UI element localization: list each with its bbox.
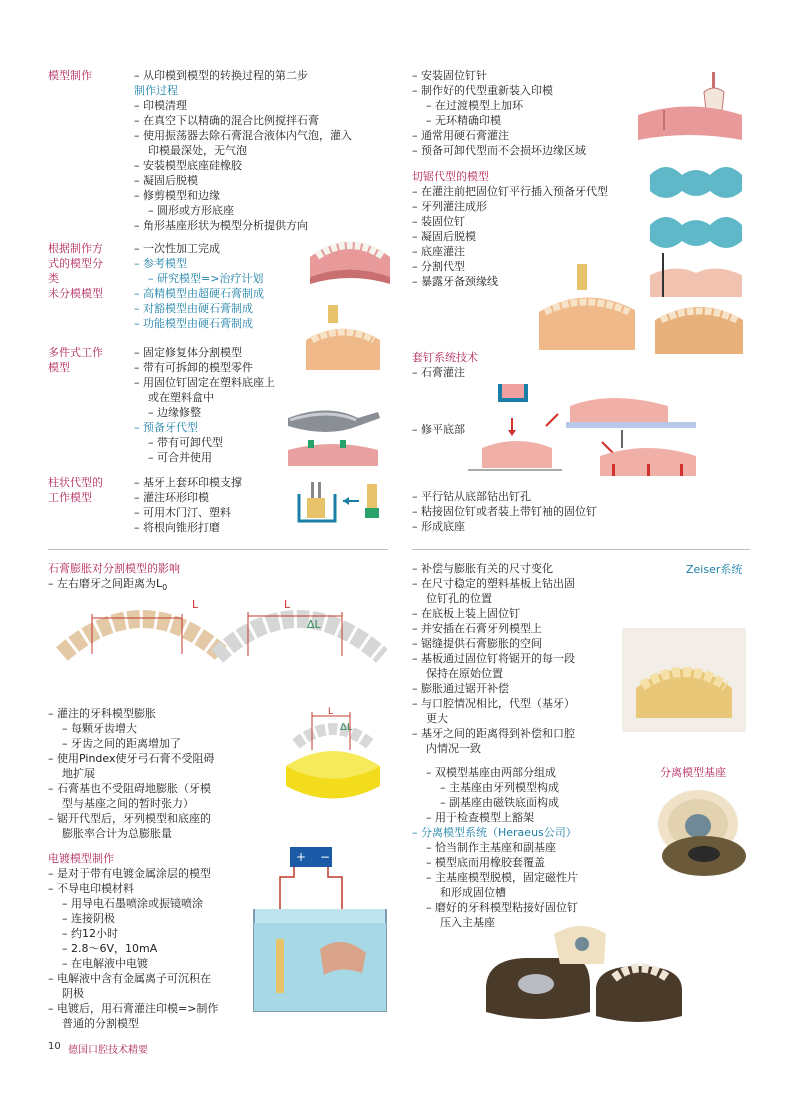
list-item: – 安装模型底座硅橡胶 [134, 159, 242, 172]
list-item: – 装固位钉 [412, 215, 465, 228]
list-item: – 用于检查模型上豁架 [426, 811, 534, 824]
label-Lx: L [328, 707, 334, 717]
list-item: 或在塑料盒中 [148, 391, 214, 404]
list-item: – 通常用硬石膏灌注 [412, 129, 509, 142]
list-item: – 修剪模型和边缘 [134, 189, 220, 202]
list-item: – 双模型基座由两部分组成 [426, 766, 556, 779]
list-item: – 在过渡模型上加环 [426, 99, 523, 112]
list-item: – 牙列灌注成形 [412, 200, 487, 213]
list-item: – 预备牙代型 [134, 421, 198, 434]
pin-lines-list [412, 68, 586, 158]
list-item: – 研究模型=>治疗计划 [148, 272, 264, 285]
list-item: – 印模清理 [134, 99, 187, 112]
list-item: 内情况一致 [426, 742, 481, 755]
list-item: – 补偿与膨胀有关的尺寸变化 [412, 562, 553, 575]
list-item: 位钉孔的位置 [426, 592, 492, 605]
list-item: – 形成底座 [412, 520, 465, 533]
electroplating-bath-diagram [250, 843, 390, 1018]
svg-text:−: − [320, 850, 331, 864]
subheading-process: 制作过程 [134, 84, 178, 97]
section-title-model-making: 模型制作 [48, 69, 92, 82]
pin-system-line2: – 修平底部 [412, 423, 465, 436]
list-item: – 在尺寸稳定的塑料基板上钻出固 [412, 577, 575, 590]
electro-list [48, 866, 218, 1031]
list-item: – 角形基座形状为模型分析提供方向 [134, 219, 308, 232]
list-item: – 灌注的牙科模型膨胀 [48, 707, 156, 720]
list-item: – 凝固后脱模 [412, 230, 476, 243]
subscript-zero: 0 [162, 583, 168, 593]
zeiser-system-title: Zeiser系统 [686, 563, 743, 576]
arch-expansion-diagram [52, 594, 387, 694]
list-item: – 功能模型由硬石膏制成 [134, 317, 253, 330]
zeiser-base-diagram [278, 706, 388, 816]
list-item: – 基牙上套环印模支撑 [134, 476, 242, 489]
section-title-pin-system: 套钉系统技术 [412, 351, 478, 364]
label-delta-L-2: ΔL [340, 722, 353, 733]
list-item: 和形成固位槽 [440, 886, 506, 899]
list-item: – 主基座由牙列模型构成 [440, 781, 559, 794]
zeiser-list [412, 561, 575, 756]
list-item: – 暴露牙备颈缘线 [412, 275, 498, 288]
list-item: 印模最深处，无气泡 [148, 144, 247, 157]
section-title-multi-part: 多件式工作 模型 [48, 346, 103, 374]
label-delta-L: ΔL [307, 618, 321, 631]
list-item: – 2.8～6V，10mA [62, 942, 158, 955]
section-divider-right [412, 549, 750, 550]
list-item: – 是对于带有电镀金属涂层的模型 [48, 867, 211, 880]
list-item: – 膨胀通过锯开补偿 [412, 682, 509, 695]
list-item: – 用固位钉固定在塑料底座上 [134, 376, 275, 389]
section-title-column-die: 柱状代型的 工作模型 [48, 476, 103, 504]
list-item: – 在灌注前把固位钉平行插入预备牙代型 [412, 185, 608, 198]
list-item: – 锯开代型后，牙列模型和底座的 [48, 812, 211, 825]
list-item: – 与口腔情况相比，代型（基牙） [412, 697, 575, 710]
list-item: – 固定修复体分割模型 [134, 346, 242, 359]
list-item: – 在真空下以精确的混合比例搅拌石膏 [134, 114, 319, 127]
section-title-saw-die: 切锯代型的模型 [412, 170, 489, 183]
list-item: – 电镀后，用石膏灌注印模=>制作 [48, 1002, 219, 1015]
list-item: 膨胀率合计为总膨胀量 [62, 827, 172, 840]
list-item: – 每颗牙齿增大 [62, 722, 137, 735]
column-die-list [134, 475, 242, 535]
list-item: – 边缘修整 [148, 406, 201, 419]
list-item: – 主基座模型脱模，固定磁性片 [426, 871, 578, 884]
list-item: – 高精模型由超硬石膏制成 [134, 287, 264, 300]
pin-system-lines3 [412, 489, 597, 534]
split-base-photo-top [646, 784, 750, 880]
lower-jaw-model-image [305, 222, 395, 287]
model-making-list [134, 68, 352, 233]
list-item: – 在电解液中电镀 [62, 957, 148, 970]
pin-system-line1: – 石膏灌注 [412, 366, 465, 379]
list-item: – 安装固位钉针 [412, 69, 487, 82]
split-model-image [298, 300, 388, 380]
sawed-die-model-images [535, 262, 746, 360]
list-item: – 约12小时 [62, 927, 118, 940]
page-number: 10 [48, 1041, 61, 1052]
list-item: – 可合并使用 [148, 451, 212, 464]
list-item: – 预备可卸代型而不会损坏边缘区域 [412, 144, 586, 157]
svg-text:+: + [296, 850, 307, 864]
split-base-list [412, 765, 578, 930]
expansion-list [48, 706, 214, 841]
list-item: – 从印模到模型的转换过程的第二步 [134, 69, 308, 82]
list-item: – 一次性加工完成 [134, 242, 220, 255]
list-item: – 无环精确印模 [426, 114, 501, 127]
pin-system-diagram [462, 378, 750, 483]
list-item: – 将根向锥形打磨 [134, 521, 220, 534]
list-item: – 副基座由磁铁底面构成 [440, 796, 559, 809]
list-item: – 分割代型 [412, 260, 465, 273]
list-item: 型与基座之间的暂时张力） [62, 797, 194, 810]
split-base-photo-bottom [478, 918, 690, 1030]
list-item: – 凝固后脱模 [134, 174, 198, 187]
list-item: – 可用木门汀、塑料 [134, 506, 231, 519]
list-item: – 并安插在石膏牙列模型上 [412, 622, 542, 635]
label-L0-b: L [284, 598, 291, 611]
list-item: – 恰当制作主基座和副基座 [426, 841, 556, 854]
list-item: – 带有可拆卸的模型零件 [134, 361, 253, 374]
list-item: – 不导电印模材料 [48, 882, 134, 895]
section-title-electro: 电镀模型制作 [48, 852, 114, 865]
pin-die-model-image [634, 70, 746, 150]
list-item: – 分离模型系统（Heraeus公司） [412, 826, 577, 839]
list-item: – 粘接固位钉或者装上带钉袖的固位钉 [412, 505, 597, 518]
list-item: – 圆形或方形底座 [148, 204, 234, 217]
list-item: 阴极 [62, 987, 84, 1000]
list-item: 压入主基座 [440, 916, 495, 929]
list-item: 地扩展 [62, 767, 95, 780]
book-title: 德国口腔技术精要 [68, 1045, 148, 1056]
list-item: – 锯缝提供石膏膨胀的空间 [412, 637, 542, 650]
section-title-classification: 根据制作方 式的模型分 类 未分模模型 [48, 242, 103, 300]
list-item: – 牙齿之间的距离增加了 [62, 737, 181, 750]
impression-tray-image [278, 398, 384, 473]
list-item: – 制作好的代型重新装入印模 [412, 84, 553, 97]
list-item: – 带有可卸代型 [148, 436, 223, 449]
list-item: – 基板通过固位钉将锯开的每一段 [412, 652, 575, 665]
classification-list [134, 241, 264, 331]
list-item: 保持在原始位置 [426, 667, 503, 680]
list-item: – 基牙之间的距离得到补偿和口腔 [412, 727, 575, 740]
list-item: – 在底板上装上固位钉 [412, 607, 520, 620]
section-divider-left [48, 549, 388, 550]
list-item: – 使用Pindex使牙弓石膏不受阻碍 [48, 752, 215, 765]
list-item: – 用导电石墨喷涂或振镜喷涂 [62, 897, 203, 910]
list-item: – 连接阴极 [62, 912, 115, 925]
label-L0-a: L [192, 598, 199, 611]
list-item: – 石膏基也不受阻碍地膨胀（牙模 [48, 782, 211, 795]
section-title-expansion: 石膏膨胀对分割模型的影响 [48, 562, 180, 575]
list-item: – 参考模型 [134, 257, 187, 270]
list-item: – 磨好的牙科模型粘接好固位钉 [426, 901, 578, 914]
list-item: – 模型底而用橡胶套覆盖 [426, 856, 545, 869]
list-item: 普通的分割模型 [62, 1017, 139, 1030]
list-item: – 底座灌注 [412, 245, 465, 258]
list-item: – 平行钻从底部钻出钉孔 [412, 490, 531, 503]
split-base-title: 分离模型基座 [660, 766, 726, 779]
column-die-diagram [295, 476, 387, 526]
list-item: – 使用振荡器去除石膏混合液体内气泡，灌入 [134, 129, 352, 142]
multi-part-list [134, 345, 275, 465]
list-item: 更大 [426, 712, 448, 725]
zeiser-model-photo [622, 628, 746, 732]
list-item: – 对豁模型由硬石膏制成 [134, 302, 253, 315]
list-item: – 灌注环形印模 [134, 491, 209, 504]
list-item: – 电解液中含有金属离子可沉积在 [48, 972, 211, 985]
expansion-line0: – 左右磨牙之间距离为$L_0$ [48, 577, 168, 593]
